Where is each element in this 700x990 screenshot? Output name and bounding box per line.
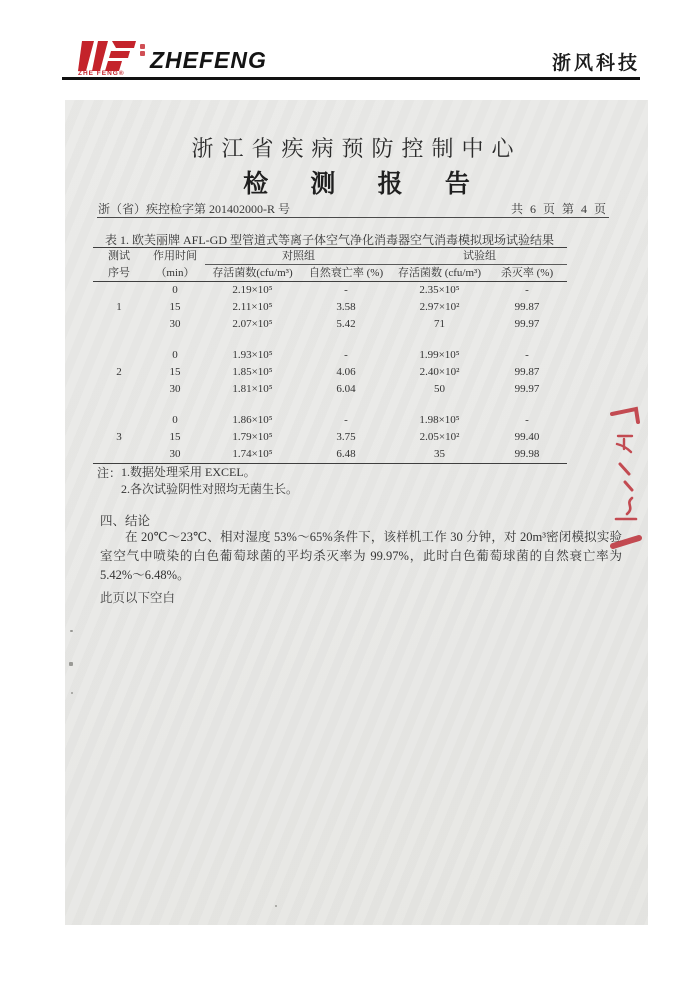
cell-test-count: 35: [434, 448, 445, 460]
cell-time: 15: [169, 366, 181, 378]
cell-kill: 99.97: [514, 383, 540, 395]
cell-test-count: 71: [434, 318, 445, 330]
table-row: [93, 412, 567, 429]
cell-kill: 99.98: [514, 448, 540, 460]
cell-kill: 99.87: [514, 301, 540, 313]
organization-title: 浙江省疾病预防控制中心: [191, 136, 522, 161]
table-header-row-1: [93, 248, 567, 265]
scan-speck: [275, 905, 277, 907]
cell-kill: 99.97: [514, 318, 540, 330]
cell-no: 1: [116, 301, 122, 313]
col-test-no: 测试: [108, 250, 130, 263]
cell-test-count: 2.35×10⁵: [419, 284, 460, 296]
cell-no: [93, 381, 145, 398]
conclusion-paragraph: 在 20℃～23℃、相对湿度 53%～65%条件下，该样机工作 30 分钟，对 20m³密闭模拟实验室空气中喷染的白色葡萄球菌的平均杀灭率为 99.97%，此时白色葡萄球菌的自然衰亡率为 5.42%～6.48%。: [100, 530, 622, 582]
cell-ctrl-decay: 6.04: [336, 383, 356, 395]
cell-kill: -: [525, 349, 529, 361]
table-row: [93, 316, 567, 333]
cell-test-count: 50: [434, 383, 445, 395]
cell-ctrl-decay: 3.75: [336, 431, 356, 443]
cell-test-count: 2.05×10²: [419, 431, 460, 443]
cell-ctrl-decay: 6.48: [336, 448, 356, 460]
table-caption: 表 1. 欧芙丽牌 AFL-GD 型管道式等离子体空气净化消毒器空气消毒模拟现场试验结果: [105, 233, 555, 247]
red-seal-fragment-icon: [608, 406, 646, 556]
scan-speck: [70, 630, 73, 632]
cell-kill: 99.40: [514, 431, 540, 443]
col-time: 作用时间: [153, 250, 197, 263]
col-test-no-2: 序号: [93, 265, 145, 282]
header-underline: [97, 217, 609, 218]
note-item: 2.各次试验阴性对照均无菌生长。: [121, 482, 299, 496]
cell-ctrl-decay: 4.06: [336, 366, 356, 378]
blank-below-note: 此页以下空白: [100, 591, 176, 605]
cell-test-count: 2.97×10²: [419, 301, 460, 313]
scan-speck: [69, 662, 73, 666]
col-ctrl-count: 存活菌数(cfu/m³): [205, 265, 300, 282]
table-notes: [97, 464, 298, 498]
cell-ctrl-count: 2.07×10⁵: [232, 318, 273, 330]
notes-label: 注：: [97, 466, 122, 480]
table-row: [93, 381, 567, 398]
col-ctrl-decay: 自然衰亡率 (%): [300, 265, 392, 282]
conclusion-section-title: 四、结论: [100, 514, 151, 528]
zhefeng-logo-icon: [78, 41, 138, 71]
letterhead: [0, 0, 700, 100]
document-number: 浙（省）疾控检字第 201402000-R 号: [98, 202, 291, 216]
table-header-row-2: [93, 265, 567, 282]
col-time-2: （min）: [145, 265, 205, 282]
cell-ctrl-count: 1.79×10⁵: [232, 431, 273, 443]
cell-no: [93, 347, 145, 364]
cell-kill: -: [525, 284, 529, 296]
table-row: [93, 446, 567, 464]
cell-time: 30: [169, 318, 181, 330]
cell-no: [93, 446, 145, 464]
cell-test-count: 1.99×10⁵: [419, 349, 460, 361]
cell-ctrl-count: 2.11×10⁵: [232, 301, 273, 313]
scan-speck: [71, 692, 73, 694]
cell-no: [93, 282, 145, 300]
cell-ctrl-count: 2.19×10⁵: [232, 284, 273, 296]
cell-test-count: 1.98×10⁵: [419, 414, 460, 426]
group-spacer: [93, 333, 567, 347]
group-control-header: 对照组: [205, 248, 392, 265]
logo-side-marks-icon: [140, 44, 146, 58]
cell-test-count: 2.40×10²: [419, 366, 460, 378]
cell-no: 2: [116, 366, 122, 378]
company-name: 浙风科技: [551, 53, 640, 74]
cell-time: 15: [169, 431, 181, 443]
cell-time: 30: [169, 383, 181, 395]
note-item: 1.数据处理采用 EXCEL。: [121, 465, 256, 479]
cell-ctrl-count: 1.85×10⁵: [232, 366, 273, 378]
table-row: [93, 364, 567, 381]
cell-kill: -: [525, 414, 529, 426]
cell-time: 0: [172, 284, 178, 296]
cell-time: 15: [169, 301, 181, 313]
results-table: [93, 247, 567, 464]
cell-ctrl-decay: 5.42: [336, 318, 356, 330]
cell-ctrl-decay: -: [344, 414, 348, 426]
cell-ctrl-count: 1.93×10⁵: [232, 349, 273, 361]
table-row: [93, 429, 567, 446]
page-indicator: 共 6 页 第 4 页: [510, 202, 608, 216]
report-title: 检 测 报 告: [243, 171, 488, 198]
cell-time: 0: [172, 414, 178, 426]
table-row: [93, 347, 567, 364]
col-kill-rate: 杀灭率 (%): [487, 265, 567, 282]
cell-ctrl-count: 1.86×10⁵: [232, 414, 273, 426]
group-test-header: 试验组: [392, 248, 567, 265]
cell-time: 0: [172, 349, 178, 361]
group-spacer: [93, 398, 567, 412]
cell-ctrl-count: 1.74×10⁵: [232, 448, 273, 460]
cell-kill: 99.87: [514, 366, 540, 378]
brand-wordmark: ZHEFENG: [150, 47, 267, 73]
table-row: [93, 299, 567, 316]
cell-ctrl-decay: 3.58: [336, 301, 356, 313]
scanned-report-page: [65, 100, 648, 925]
cell-ctrl-count: 1.81×10⁵: [232, 383, 273, 395]
cell-no: 3: [116, 431, 122, 443]
table-row: [93, 282, 567, 300]
cell-time: 30: [169, 448, 181, 460]
col-test-count: 存活菌数 (cfu/m³): [392, 265, 487, 282]
letterhead-rule: [62, 77, 640, 80]
cell-no: [93, 412, 145, 429]
logo-caption: ZHE FENG®: [78, 70, 125, 77]
cell-no: [93, 316, 145, 333]
cell-ctrl-decay: -: [344, 284, 348, 296]
cell-ctrl-decay: -: [344, 349, 348, 361]
